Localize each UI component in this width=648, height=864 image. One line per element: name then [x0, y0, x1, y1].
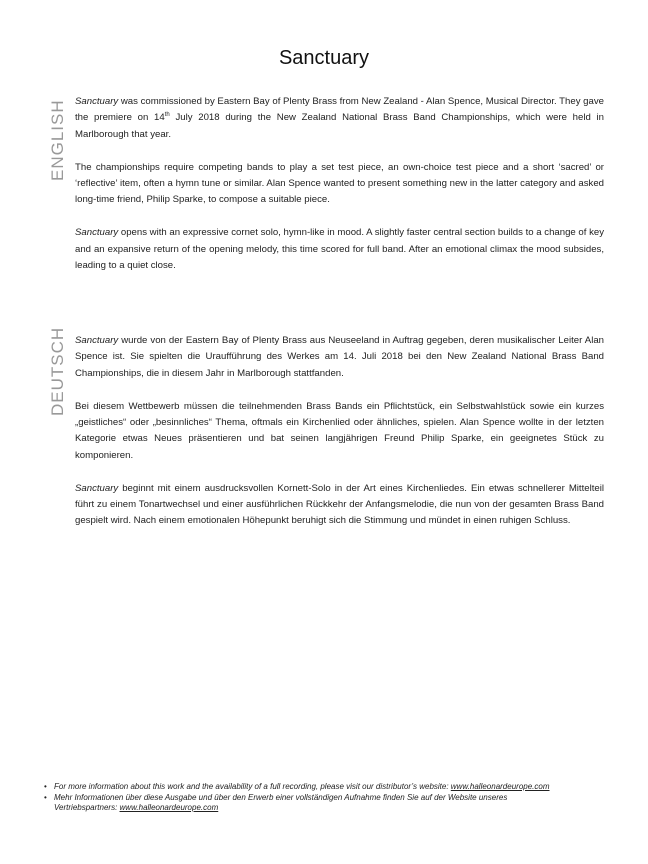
- work-title: Sanctuary: [75, 227, 119, 239]
- english-section: [75, 94, 604, 291]
- text: was commissioned by Eastern Bay of Plenty Brass from New Zealand - Alan Spence, Musical Director. They gave the premiere on 14: [75, 96, 604, 124]
- deutsch-paragraph-1: [75, 333, 604, 382]
- deutsch-section: [75, 333, 604, 546]
- work-title: Sanctuary: [75, 482, 119, 494]
- english-paragraph-3: [75, 225, 604, 274]
- footer-note-deutsch: [44, 793, 564, 814]
- text: Mehr Informationen über diese Ausgabe und über den Erwerb einer vollständigen Aufnahme finden Sie auf der Website unseres Vertriebspartners:: [54, 792, 508, 812]
- distributor-link[interactable]: www.halleonardeurope.com: [119, 803, 219, 812]
- bullet: •: [44, 792, 47, 802]
- text: opens with an expressive cornet solo, hymn-like in mood. A slightly faster central section builds to a change of key and an expansive return of the opening melody, this time scored for full band. After an emotional climax the mood subsides, leading to a quiet close.: [75, 227, 605, 272]
- work-title: Sanctuary: [75, 335, 119, 346]
- superscript: th: [164, 112, 170, 119]
- text: wurde von der Eastern Bay of Plenty Brass aus Neuseeland in Auftrag gegeben, deren musikalischer Leiter Alan Spence ist. Sie spielten die Uraufführung des Werkes am 14. Juli 2018 bei den New Zealand National Brass Band Championships, die in diesem Jahr in Marlborough stattfanden.: [75, 335, 604, 379]
- language-label-english: ENGLISH: [48, 99, 67, 181]
- deutsch-paragraph-3: [75, 481, 604, 530]
- deutsch-paragraph-2: Bei diesem Wettbewerb müssen die teilnehmenden Brass Bands ein Pflichtstück, ein Selbstwahlstück sowie ein kurzes „geistliches“ oder „besinnliches“ Thema, oftmals ein Kirchenlied oder ähnliches, spielen. Alan Spence wollte in der letzten Kategorie etwas Neues präsentieren und bat seinen langjährigen Freund Philip Sparke, ein geeignetes Stück zu komponieren.: [75, 400, 604, 461]
- text: For more information about this work and the availability of a full recording, please visit our distributor’s website:: [54, 782, 451, 791]
- work-title: Sanctuary: [75, 96, 119, 107]
- text: beginnt mit einem ausdrucksvollen Kornett-Solo in der Art eines Kirchenliedes. Ein etwas schnellerer Mittelteil führt zu einem Tonartwechsel und einer ausführlichen Rückkehr der Anfangsmelodie, die nun von der gesamten Brass Band gespielt wird. Nach einem emotionalen Höhepunkt beruhigt sich die Stimmung und mündet in einen ruhigen Schluss.: [75, 482, 604, 527]
- english-paragraph-1: [75, 94, 604, 143]
- language-label-deutsch: DEUTSCH: [48, 326, 67, 416]
- footer-note-english: [44, 782, 564, 793]
- distributor-link[interactable]: www.halleonardeurope.com: [450, 782, 550, 791]
- bullet: •: [44, 782, 47, 791]
- page-title: Sanctuary: [278, 47, 370, 69]
- text: July 2018 during the New Zealand National Brass Band Championships, which were held in Marlborough that year.: [75, 112, 605, 140]
- english-paragraph-2: The championships require competing bands to play a set test piece, an own-choice test piece and a short ‘sacred’ or ‘reflective’ item, often a hymn tune or similar. Alan Spence wanted to present something new in the latter category and asked long-time friend, Philip Sparke, to compose a suitable piece.: [75, 161, 604, 206]
- footer-notes: [44, 782, 564, 814]
